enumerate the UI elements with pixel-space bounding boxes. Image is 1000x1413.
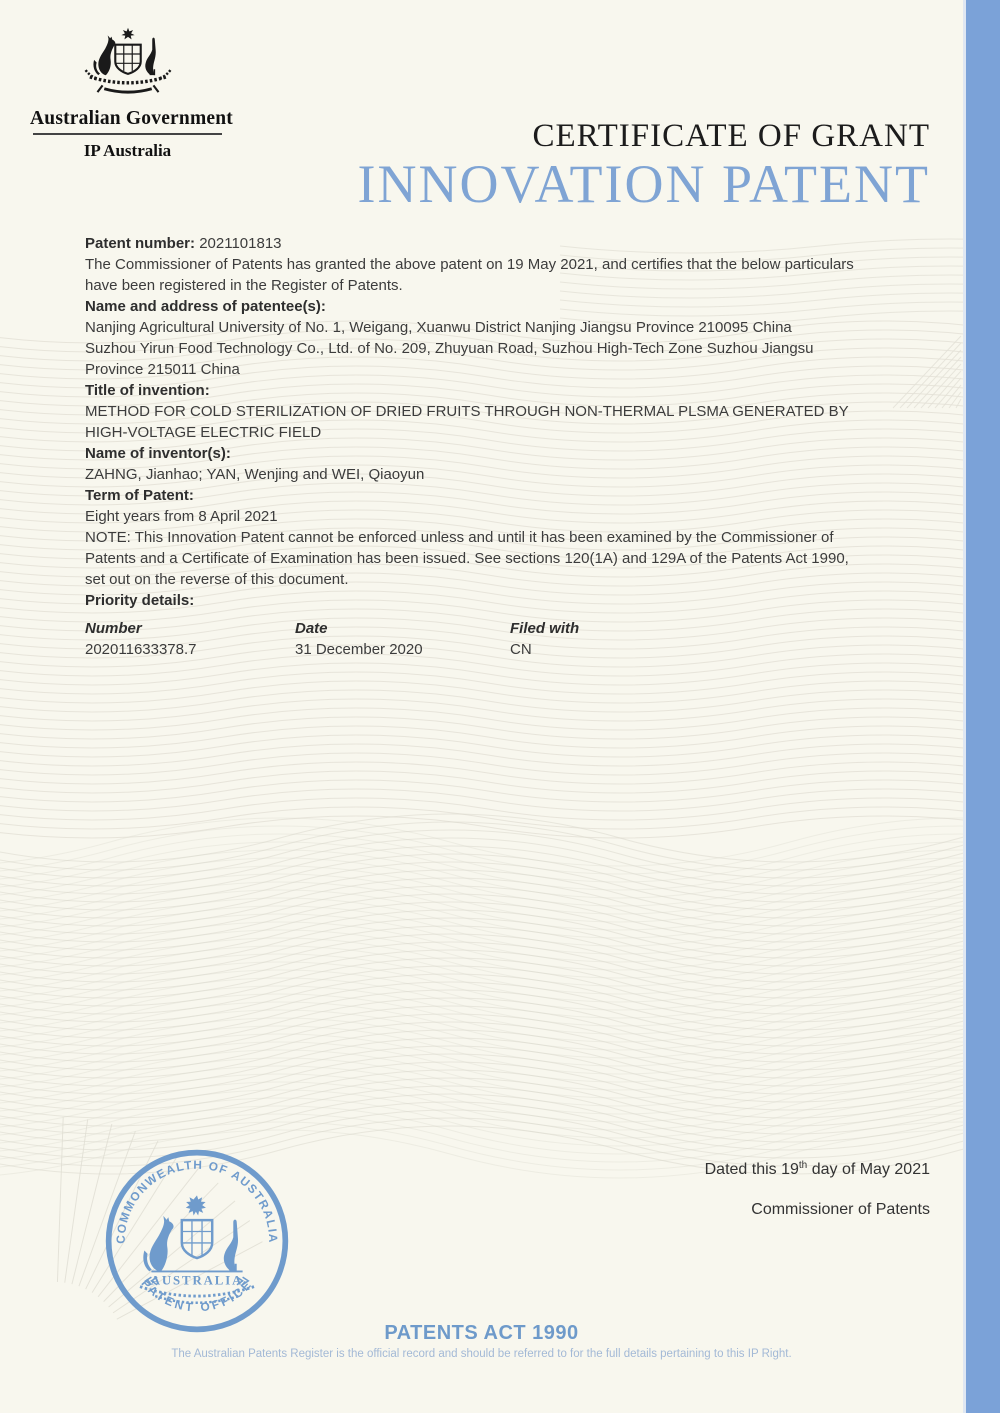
term-value: Eight years from 8 April 2021 xyxy=(85,508,278,525)
seal-banner-text: AUSTRALIA xyxy=(150,1273,244,1288)
dated-superscript: th xyxy=(798,1160,808,1171)
term-heading: Term of Patent: xyxy=(85,487,194,504)
priority-cell-date: 31 December 2020 xyxy=(295,641,423,658)
patentee-heading: Name and address of patentee(s): xyxy=(85,298,326,315)
patent-number-value: 2021101813 xyxy=(199,235,282,252)
patentee-item: Nanjing Agricultural University of No. 1, Weigang, Xuanwu District Nanjing Jiangsu Province 210095 China xyxy=(85,319,792,336)
invention-heading: Title of invention: xyxy=(85,382,210,399)
header-divider xyxy=(33,133,222,135)
note-paragraph: NOTE: This Innovation Patent cannot be enforced unless and until it has been examined by the Commissioner of Patents and a Certificate of Examination has been issued. See sections 120(1A) and 129A of the Patents Act 1990, set out on the reverse of this document. xyxy=(85,529,849,588)
priority-heading: Priority details: xyxy=(85,592,195,609)
header-crest-block xyxy=(30,26,233,161)
dated-line xyxy=(705,1160,930,1179)
footer-act-title: PATENTS ACT 1990 xyxy=(384,1322,579,1344)
dated-suffix: day of May 2021 xyxy=(807,1161,930,1178)
inventor-heading: Name of inventor(s): xyxy=(85,445,231,462)
accent-bar xyxy=(963,0,1000,1413)
grant-paragraph: The Commissioner of Patents has granted the above patent on 19 May 2021, and certifies that the below particulars have been registered in the Register of Patents. xyxy=(85,256,854,294)
commissioner-signature: Commissioner of Patents xyxy=(751,1201,930,1218)
priority-cell-number: 202011633378.7 xyxy=(85,641,197,658)
government-name: Australian Government xyxy=(30,108,233,129)
agency-name: IP Australia xyxy=(83,141,172,160)
patent-heading: INNOVATION PATENT xyxy=(357,154,930,215)
signoff-block xyxy=(705,1160,930,1219)
invention-title: METHOD FOR COLD STERILIZATION OF DRIED FRUITS THROUGH NON-THERMAL PLSMA GENERATED BY HIGH-VOLTAGE ELECTRIC FIELD xyxy=(85,403,849,441)
priority-col-header-number: Number xyxy=(85,620,142,637)
priority-cell-filed-with: CN xyxy=(510,641,532,658)
footer-block xyxy=(0,1322,963,1360)
patent-number-label: Patent number: xyxy=(85,235,196,252)
dated-prefix: Dated this 19 xyxy=(704,1161,799,1178)
certificate-heading: CERTIFICATE OF GRANT xyxy=(532,118,930,154)
priority-col-header-filed-with: Filed with xyxy=(510,620,580,637)
certificate-body xyxy=(85,233,870,660)
patent-number-line xyxy=(85,233,870,254)
inventor-names: ZAHNG, Jianhao; YAN, Wenjing and WEI, Qiaoyun xyxy=(85,466,425,483)
title-block xyxy=(357,118,930,213)
coat-of-arms-icon xyxy=(68,26,188,104)
footer-register-note: The Australian Patents Register is the official record and should be referred to for the full details pertaining to this IP Right. xyxy=(171,1348,792,1360)
patentee-item: Suzhou Yirun Food Technology Co., Ltd. of No. 209, Zhuyuan Road, Suzhou High-Tech Zone Suzhou Jiangsu Province 215011 China xyxy=(85,340,814,378)
patent-office-seal-icon xyxy=(102,1146,292,1336)
seal-ring-top-text: COMMONWEALTH OF AUSTRALIA xyxy=(113,1157,281,1244)
priority-table xyxy=(85,618,870,660)
seal-ring-bottom-text: PATENT OFFICE xyxy=(138,1276,256,1315)
priority-col-header-date: Date xyxy=(295,620,328,637)
